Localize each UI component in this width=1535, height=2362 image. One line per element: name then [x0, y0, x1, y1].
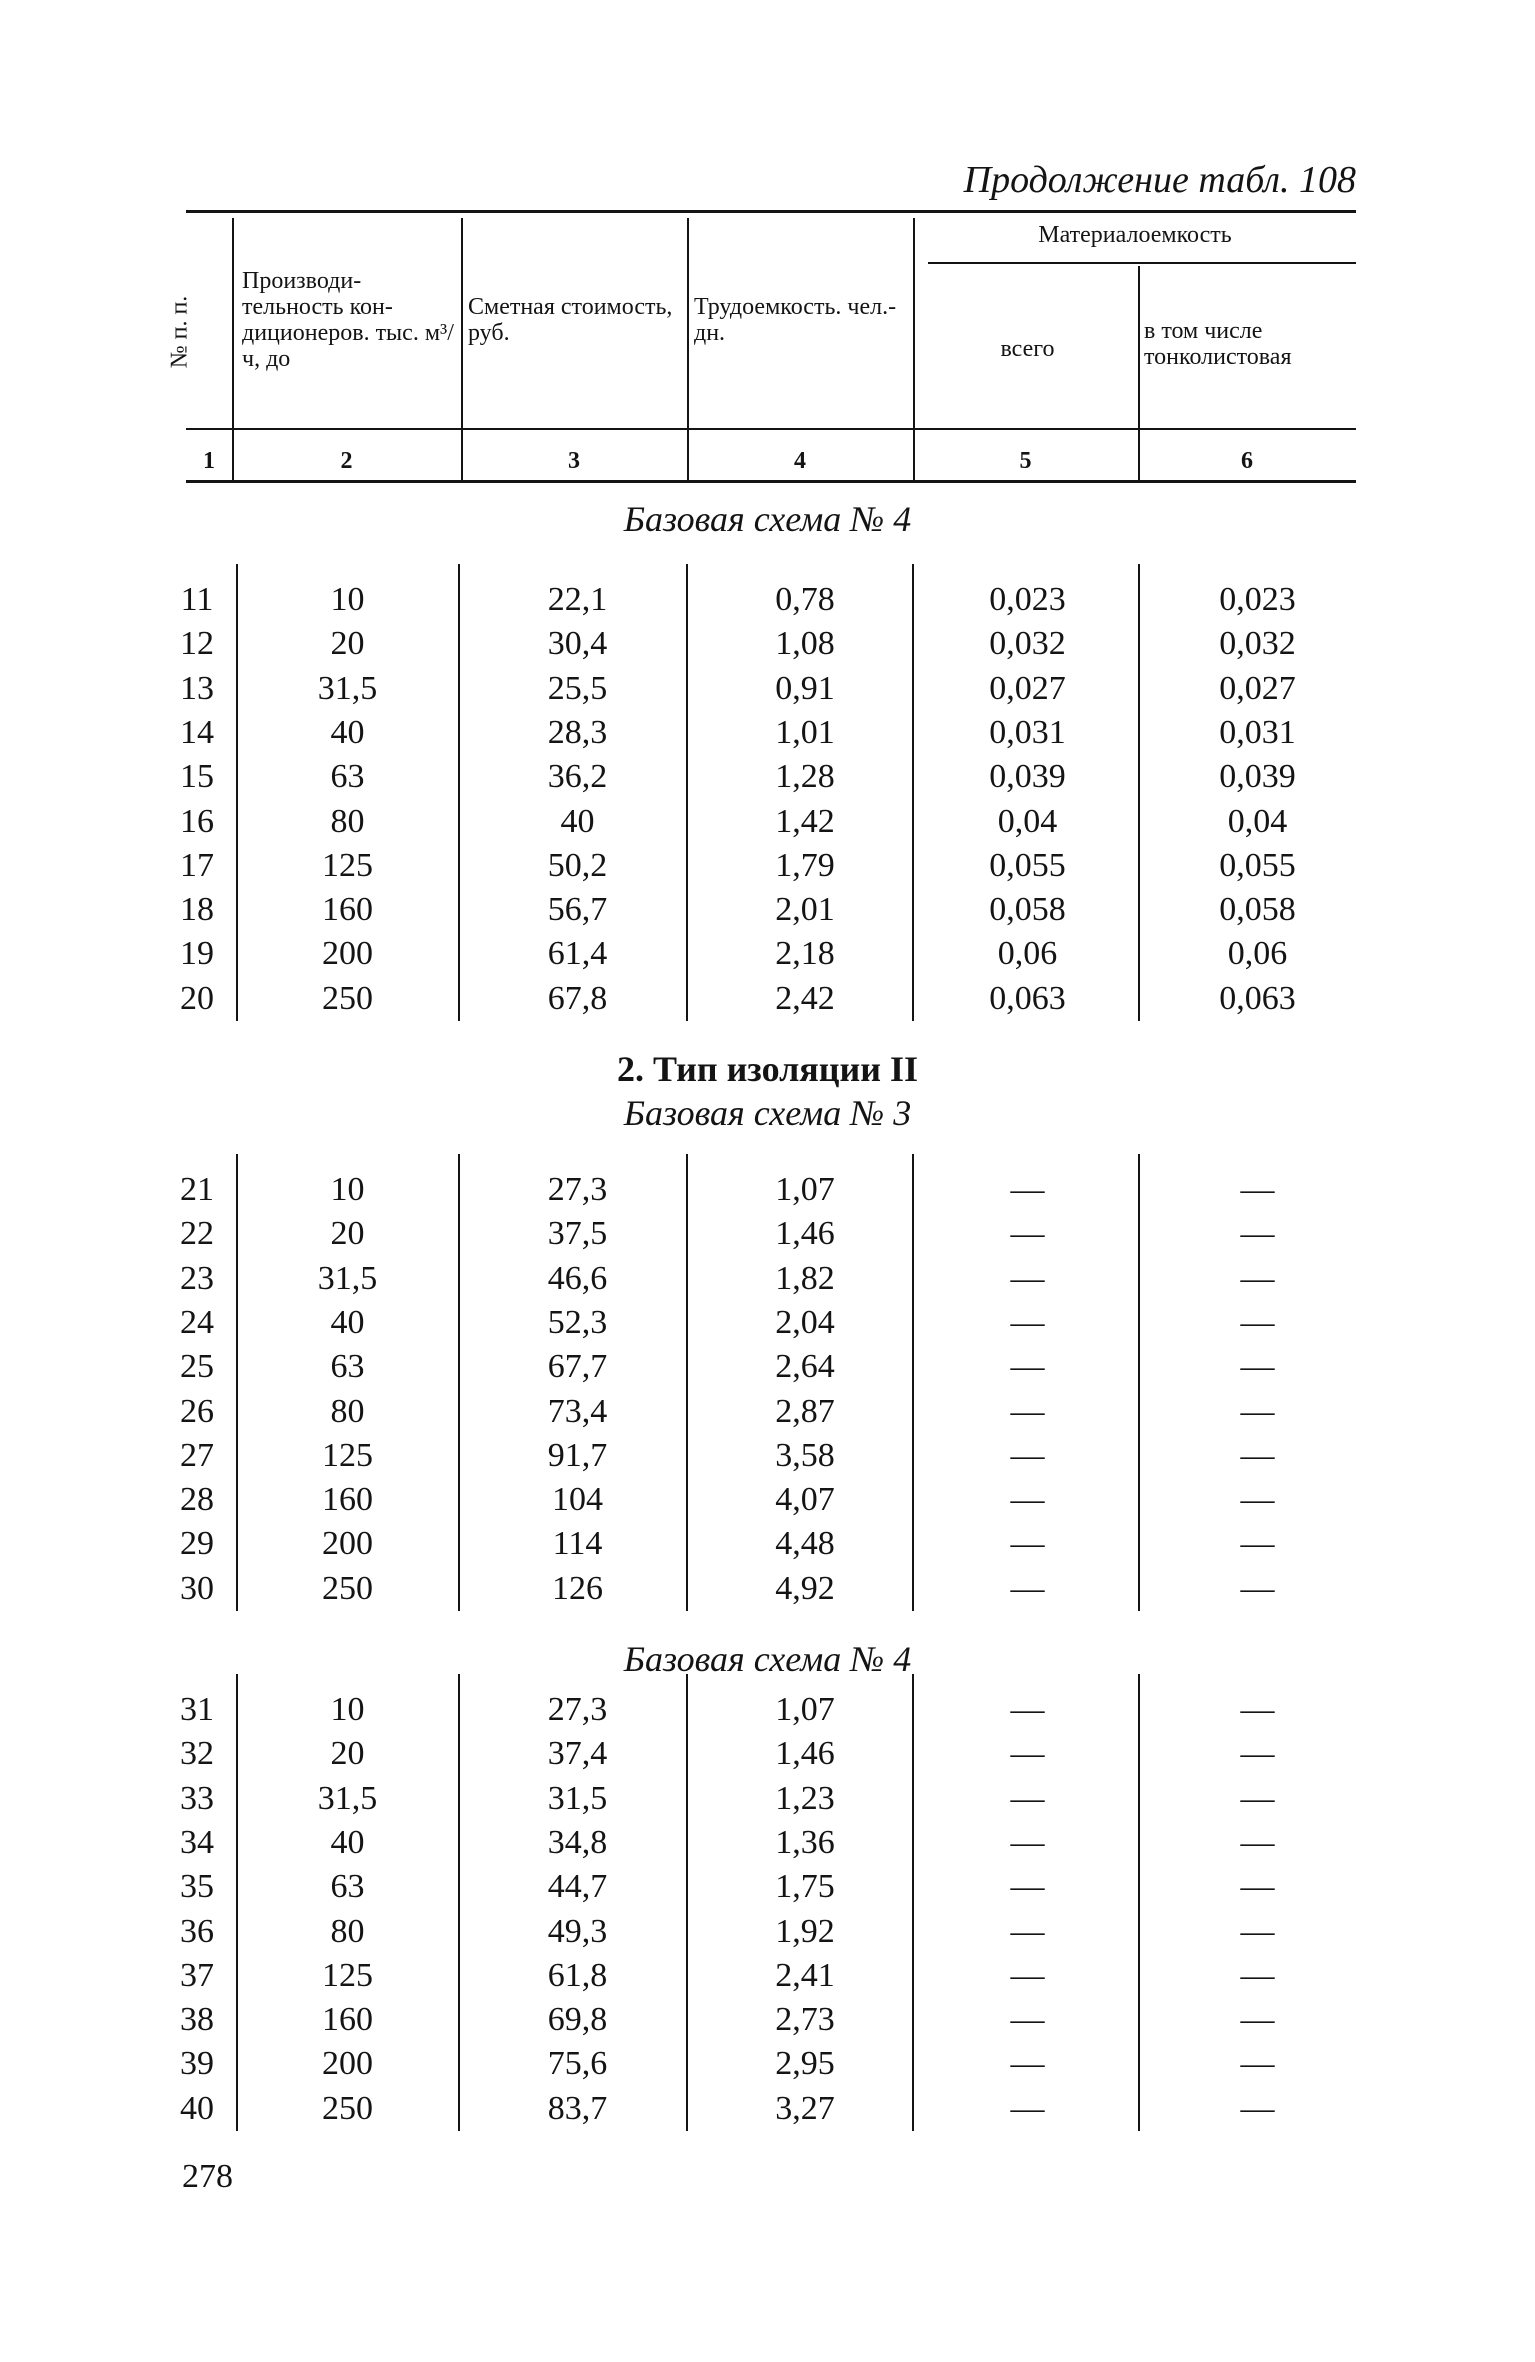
estimated-cost-cell: 31,5 — [547, 1779, 608, 1817]
material-total-cell: 0,058 — [989, 891, 1066, 929]
labor-intensity-cell: 1,75 — [775, 1868, 835, 1906]
estimated-cost-cell: 67,8 — [547, 979, 608, 1017]
labor-intensity-cell: 2,95 — [775, 2045, 835, 2083]
labor-intensity-cell: 1,79 — [775, 846, 835, 884]
column-number-5: 5 — [1019, 448, 1032, 474]
material-sheet-cell: — — [1240, 2089, 1275, 2127]
capacity-cell: 10 — [330, 1691, 365, 1728]
row-number-cell: 21 — [180, 1171, 214, 1208]
estimated-cost-cell: 67,7 — [547, 1348, 608, 1386]
section-1-divider-5 — [1138, 564, 1140, 1021]
capacity-cell: 31,5 — [317, 1779, 378, 1817]
row-number-cell: 23 — [180, 1259, 214, 1297]
header-top-rule — [186, 210, 1356, 213]
estimated-cost-cell: 36,2 — [547, 758, 608, 796]
column-number-4: 4 — [794, 448, 806, 474]
header-divider-2 — [461, 218, 463, 480]
material-total-cell: 0,031 — [989, 713, 1066, 751]
row-number-cell: 22 — [180, 1215, 214, 1253]
section-3-subheading: Базовая схема № 4 — [623, 1639, 912, 1679]
section-3-divider-2 — [458, 1674, 460, 2131]
labor-intensity-cell: 1,07 — [775, 1171, 835, 1208]
estimated-cost-cell: 126 — [552, 1569, 603, 1607]
material-sheet-cell: 0,063 — [1219, 979, 1296, 1017]
material-total-cell: 0,023 — [989, 581, 1066, 618]
material-total-cell: — — [1010, 1868, 1045, 1906]
row-number-cell: 27 — [180, 1436, 214, 1474]
capacity-cell: 200 — [322, 935, 373, 973]
estimated-cost-cell: 46,6 — [547, 1259, 608, 1297]
row-number-cell: 13 — [180, 669, 214, 707]
header-material-intensity: Материалоемкость — [1038, 222, 1232, 248]
section-2-divider-4 — [912, 1154, 914, 1611]
labor-intensity-cell: 1,23 — [775, 1779, 835, 1817]
estimated-cost-cell: 49,3 — [547, 1912, 608, 1950]
estimated-cost-cell: 27,3 — [547, 1171, 608, 1208]
column-number-2: 2 — [340, 448, 353, 474]
column-number-6: 6 — [1241, 448, 1253, 474]
header-bottom-rule — [186, 480, 1356, 483]
labor-intensity-cell: 2,64 — [775, 1348, 835, 1386]
material-total-cell: 0,055 — [989, 846, 1066, 884]
row-number-cell: 19 — [180, 935, 214, 973]
header-estimated-cost: Сметная стоимость, руб. — [468, 294, 673, 346]
section-1-divider-4 — [912, 564, 914, 1021]
labor-intensity-cell: 1,07 — [775, 1691, 835, 1728]
material-sheet-cell: — — [1240, 1171, 1275, 1208]
labor-intensity-cell: 2,41 — [775, 1956, 835, 1994]
labor-intensity-cell: 2,73 — [775, 2001, 835, 2039]
material-total-cell: — — [1010, 1481, 1045, 1519]
material-sheet-cell: — — [1240, 1735, 1275, 1773]
header-divider-1 — [232, 218, 234, 480]
material-total-cell: — — [1010, 1392, 1045, 1430]
row-number-cell: 29 — [180, 1525, 214, 1563]
material-total-cell: — — [1010, 1823, 1045, 1861]
capacity-cell: 20 — [330, 1735, 365, 1773]
estimated-cost-cell: 61,8 — [547, 1956, 608, 1994]
material-sheet-cell: 0,031 — [1219, 713, 1296, 751]
header-material-sheet: в том числе тонколистовая — [1144, 318, 1292, 370]
row-number-cell: 16 — [180, 802, 214, 840]
material-total-cell: — — [1010, 1735, 1045, 1773]
capacity-cell: 40 — [330, 1303, 365, 1341]
material-sheet-cell: — — [1240, 1215, 1275, 1253]
material-sheet-cell: — — [1240, 1912, 1275, 1950]
estimated-cost-cell: 37,5 — [547, 1215, 608, 1253]
material-sheet-cell: — — [1240, 1823, 1275, 1861]
row-number-cell: 14 — [180, 713, 214, 751]
material-total-cell: 0,039 — [989, 758, 1066, 796]
row-number-cell: 26 — [180, 1392, 214, 1430]
row-number-cell: 24 — [180, 1303, 214, 1341]
row-number-cell: 39 — [180, 2045, 214, 2083]
labor-intensity-cell: 1,28 — [775, 758, 835, 796]
capacity-cell: 10 — [330, 581, 365, 618]
table-continuation-caption: Продолжение табл. 108 — [963, 159, 1356, 201]
labor-intensity-cell: 2,87 — [775, 1392, 835, 1430]
section-2-divider-5 — [1138, 1154, 1140, 1611]
row-number-cell: 11 — [180, 581, 214, 618]
labor-intensity-cell: 2,18 — [775, 935, 835, 973]
row-number-cell: 32 — [180, 1735, 214, 1773]
estimated-cost-cell: 61,4 — [547, 935, 608, 973]
material-sheet-cell: 0,023 — [1219, 581, 1296, 618]
labor-intensity-cell: 0,91 — [775, 669, 835, 707]
row-number-cell: 38 — [180, 2001, 214, 2039]
row-number-cell: 30 — [180, 1569, 214, 1607]
labor-intensity-cell: 3,27 — [775, 2089, 835, 2127]
row-number-cell: 34 — [180, 1823, 214, 1861]
row-number-cell: 17 — [180, 846, 214, 884]
material-sheet-cell: — — [1240, 1303, 1275, 1341]
material-total-cell: 0,032 — [989, 625, 1066, 663]
material-sheet-cell: — — [1240, 1259, 1275, 1297]
section-3-divider-5 — [1138, 1674, 1140, 2131]
material-sheet-cell: — — [1240, 2045, 1275, 2083]
material-sheet-cell: — — [1240, 1569, 1275, 1607]
row-number-cell: 33 — [180, 1779, 214, 1817]
material-sheet-cell: — — [1240, 1392, 1275, 1430]
material-total-cell: 0,063 — [989, 979, 1066, 1017]
labor-intensity-cell: 2,04 — [775, 1303, 835, 1341]
material-total-cell: — — [1010, 2089, 1045, 2127]
material-total-cell: — — [1010, 1436, 1045, 1474]
material-total-cell: — — [1010, 1215, 1045, 1253]
estimated-cost-cell: 25,5 — [547, 669, 608, 707]
estimated-cost-cell: 56,7 — [547, 891, 608, 929]
section-1-divider-1 — [236, 564, 238, 1021]
material-sheet-cell: 0,058 — [1219, 891, 1296, 929]
labor-intensity-cell: 2,42 — [775, 979, 835, 1017]
material-total-cell: — — [1010, 1525, 1045, 1563]
capacity-cell: 10 — [330, 1171, 365, 1208]
labor-intensity-cell: 4,07 — [775, 1481, 835, 1519]
material-sheet-cell: — — [1240, 1348, 1275, 1386]
capacity-cell: 31,5 — [317, 669, 378, 707]
capacity-cell: 63 — [330, 1868, 365, 1906]
estimated-cost-cell: 30,4 — [547, 625, 608, 663]
estimated-cost-cell: 91,7 — [547, 1436, 608, 1474]
material-total-cell: — — [1010, 1303, 1045, 1341]
header-middle-rule — [186, 428, 1356, 430]
capacity-cell: 31,5 — [317, 1259, 378, 1297]
material-total-cell: — — [1010, 2045, 1045, 2083]
header-row-number: № п. п. — [166, 295, 193, 369]
material-sheet-cell: — — [1240, 2001, 1275, 2039]
labor-intensity-cell: 1,08 — [775, 625, 835, 663]
row-number-cell: 25 — [180, 1348, 214, 1386]
row-number-cell: 12 — [180, 625, 214, 663]
column-number-3: 3 — [568, 448, 580, 474]
row-number-cell: 20 — [180, 979, 214, 1017]
labor-intensity-cell: 0,78 — [775, 581, 835, 618]
material-sheet-cell: — — [1240, 1525, 1275, 1563]
labor-intensity-cell: 1,01 — [775, 713, 835, 751]
labor-intensity-cell: 1,42 — [775, 802, 835, 840]
capacity-cell: 80 — [330, 1392, 365, 1430]
material-sheet-cell: 0,039 — [1219, 758, 1296, 796]
material-sheet-cell: — — [1240, 1868, 1275, 1906]
row-number-cell: 31 — [180, 1691, 214, 1728]
section-1-subheading: Базовая схема № 4 — [623, 499, 912, 539]
material-total-cell: — — [1010, 1779, 1045, 1817]
estimated-cost-cell: 37,4 — [547, 1735, 608, 1773]
labor-intensity-cell: 4,48 — [775, 1525, 835, 1563]
capacity-cell: 20 — [330, 625, 365, 663]
material-total-cell: — — [1010, 2001, 1045, 2039]
row-number-cell: 28 — [180, 1481, 214, 1519]
material-sheet-cell: — — [1240, 1436, 1275, 1474]
material-sheet-cell: 0,04 — [1227, 802, 1288, 840]
material-sheet-cell: 0,032 — [1219, 625, 1296, 663]
row-number-cell: 35 — [180, 1868, 214, 1906]
material-total-cell: — — [1010, 1348, 1045, 1386]
estimated-cost-cell: 73,4 — [547, 1392, 608, 1430]
material-sheet-cell: — — [1240, 1779, 1275, 1817]
row-number-cell: 18 — [180, 891, 214, 929]
labor-intensity-cell: 4,92 — [775, 1569, 835, 1607]
capacity-cell: 160 — [322, 1481, 373, 1519]
row-number-cell: 40 — [180, 2089, 214, 2127]
capacity-cell: 200 — [322, 1525, 373, 1563]
material-sheet-cell: 0,027 — [1219, 669, 1296, 707]
estimated-cost-cell: 52,3 — [547, 1303, 608, 1341]
estimated-cost-cell: 75,6 — [547, 2045, 608, 2083]
capacity-cell: 250 — [322, 979, 373, 1017]
material-total-cell: — — [1010, 1691, 1045, 1728]
row-number-cell: 36 — [180, 1912, 214, 1950]
row-number-cell: 15 — [180, 758, 214, 796]
capacity-cell: 160 — [322, 891, 373, 929]
row-number-cell: 37 — [180, 1956, 214, 1994]
section-2-subheading: Базовая схема № 3 — [623, 1093, 912, 1133]
capacity-cell: 160 — [322, 2001, 373, 2039]
page-number: 278 — [182, 2158, 233, 2195]
estimated-cost-cell: 114 — [552, 1525, 603, 1563]
material-sheet-cell: — — [1240, 1481, 1275, 1519]
header-labor-intensity: Трудоемкость. чел.-дн. — [694, 294, 897, 346]
estimated-cost-cell: 28,3 — [547, 713, 608, 751]
material-sheet-cell: 0,055 — [1219, 846, 1296, 884]
column-number-1: 1 — [203, 448, 215, 474]
capacity-cell: 40 — [330, 713, 365, 751]
capacity-cell: 63 — [330, 758, 365, 796]
material-total-cell: — — [1010, 1259, 1045, 1297]
material-total-cell: 0,04 — [997, 802, 1058, 840]
material-total-cell: — — [1010, 1912, 1045, 1950]
capacity-cell: 250 — [322, 2089, 373, 2127]
section-3-divider-1 — [236, 1674, 238, 2131]
labor-intensity-cell: 1,36 — [775, 1823, 835, 1861]
estimated-cost-cell: 44,7 — [547, 1868, 608, 1906]
capacity-cell: 250 — [322, 1569, 373, 1607]
material-sheet-cell: — — [1240, 1956, 1275, 1994]
material-total-cell: — — [1010, 1171, 1045, 1208]
material-sheet-cell: — — [1240, 1691, 1275, 1728]
material-total-cell: 0,06 — [997, 935, 1058, 973]
estimated-cost-cell: 104 — [552, 1481, 603, 1519]
estimated-cost-cell: 50,2 — [547, 846, 608, 884]
capacity-cell: 63 — [330, 1348, 365, 1386]
labor-intensity-cell: 1,92 — [775, 1912, 835, 1950]
material-total-cell: — — [1010, 1569, 1045, 1607]
capacity-cell: 80 — [330, 802, 365, 840]
section-2-divider-1 — [236, 1154, 238, 1611]
material-total-cell: — — [1010, 1956, 1045, 1994]
section-1-divider-2 — [458, 564, 460, 1021]
labor-intensity-cell: 1,46 — [775, 1735, 835, 1773]
capacity-cell: 200 — [322, 2045, 373, 2083]
estimated-cost-cell: 27,3 — [547, 1691, 608, 1728]
section-3-divider-4 — [912, 1674, 914, 2131]
labor-intensity-cell: 1,82 — [775, 1259, 835, 1297]
header-material-total: всего — [1000, 336, 1055, 362]
labor-intensity-cell: 2,01 — [775, 891, 835, 929]
section-2-divider-2 — [458, 1154, 460, 1611]
header-divider-3 — [687, 218, 689, 480]
estimated-cost-cell: 40 — [560, 802, 595, 840]
capacity-cell: 20 — [330, 1215, 365, 1253]
estimated-cost-cell: 83,7 — [547, 2089, 608, 2127]
capacity-cell: 125 — [322, 1436, 373, 1474]
header-divider-4 — [913, 218, 915, 480]
labor-intensity-cell: 3,58 — [775, 1436, 835, 1474]
estimated-cost-cell: 69,8 — [547, 2001, 608, 2039]
labor-intensity-cell: 1,46 — [775, 1215, 835, 1253]
capacity-cell: 125 — [322, 846, 373, 884]
section-2-heading: 2. Тип изоляции II — [616, 1049, 919, 1089]
estimated-cost-cell: 34,8 — [547, 1823, 608, 1861]
header-capacity: Производительность кондиционеров. тыс. м³/ч, до — [242, 268, 454, 372]
material-sheet-cell: 0,06 — [1227, 935, 1288, 973]
capacity-cell: 40 — [330, 1823, 365, 1861]
capacity-cell: 80 — [330, 1912, 365, 1950]
estimated-cost-cell: 22,1 — [547, 581, 608, 618]
material-group-rule — [928, 262, 1356, 264]
capacity-cell: 125 — [322, 1956, 373, 1994]
material-total-cell: 0,027 — [989, 669, 1066, 707]
